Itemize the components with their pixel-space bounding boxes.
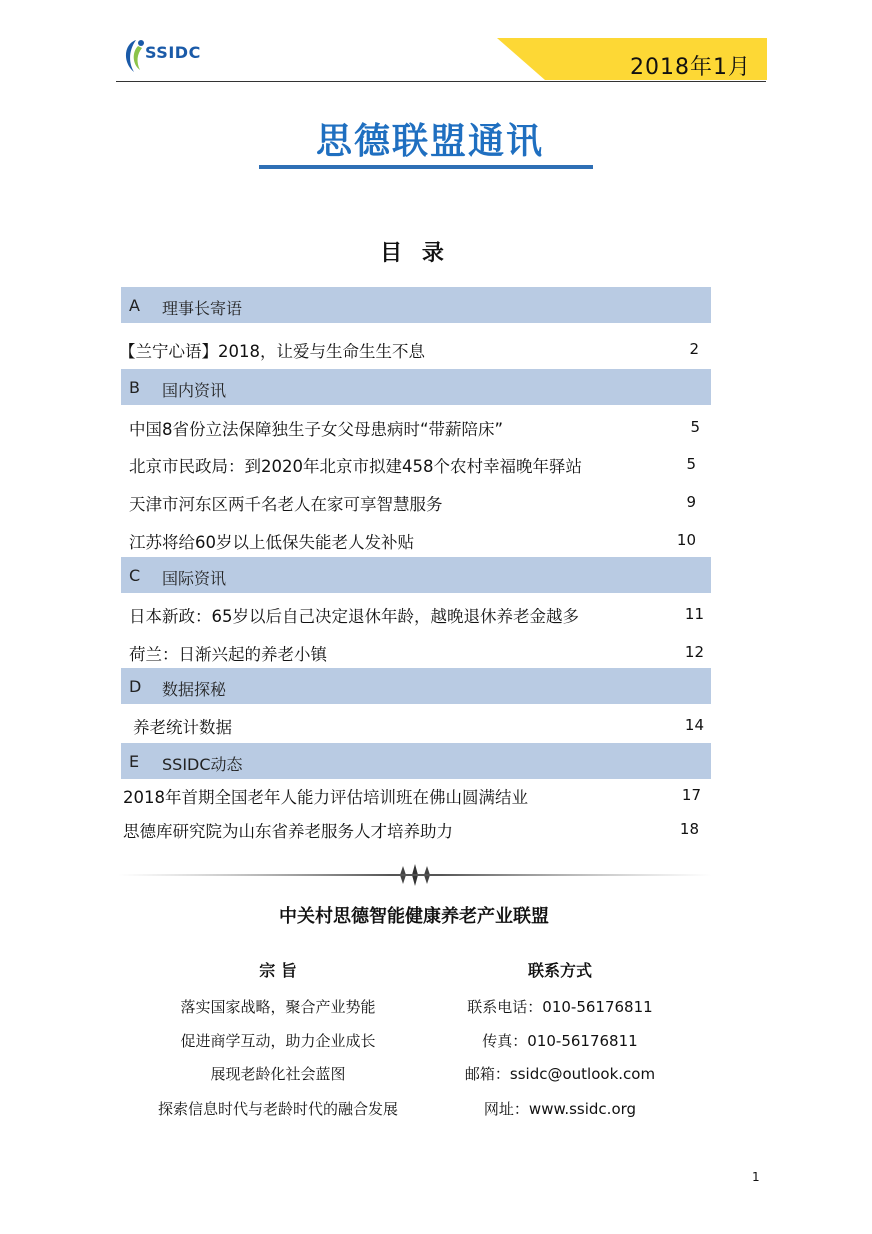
header-rule	[116, 81, 766, 82]
mission-line: 落实国家战略，聚合产业势能	[180, 998, 376, 1016]
toc-item[interactable]: 中国8省份立法保障独生子女父母患病时“带薪陪床”	[129, 420, 504, 439]
section-label: 数据探秘	[162, 680, 227, 699]
contact-heading: 联系方式	[527, 961, 592, 980]
toc-item[interactable]: 日本新政：65岁以后自己决定退休年龄，越晚退休养老金越多	[129, 607, 579, 626]
toc-item[interactable]: 天津市河东区两千名老人在家可享智慧服务	[129, 495, 443, 514]
mission-line: 促进商学互动，助力企业成长	[180, 1032, 376, 1050]
toc-item[interactable]: 荷兰：日渐兴起的养老小镇	[129, 645, 327, 664]
contact-phone: 联系电话：010-56176811	[467, 998, 653, 1016]
contact-email[interactable]: 邮箱：ssidc@outlook.com	[464, 1065, 656, 1083]
toc-page-number: 9	[686, 493, 696, 511]
organization-name: 中关村思德智能健康养老产业联盟	[279, 906, 549, 927]
toc-section-e	[121, 743, 711, 779]
section-letter: C	[129, 566, 141, 585]
section-letter: B	[129, 378, 140, 397]
issue-date: 2018年1月	[630, 55, 751, 80]
toc-section-b	[121, 369, 711, 405]
toc-section-d	[121, 668, 711, 704]
page-number: 1	[752, 1170, 760, 1184]
section-letter: D	[129, 677, 142, 696]
toc-item[interactable]: 【兰宁心语】2018，让爱与生命生生不息	[119, 342, 425, 361]
mission-heading: 宗 旨	[259, 961, 297, 980]
ornament-divider	[118, 862, 712, 888]
toc-page-number: 5	[690, 418, 700, 436]
newsletter-title: 思德联盟通讯	[315, 121, 544, 162]
section-label: 理事长寄语	[162, 299, 243, 318]
toc-page-number: 18	[679, 820, 699, 838]
toc-page-number: 12	[684, 643, 704, 661]
toc-page-number: 17	[681, 786, 701, 804]
section-label: 国际资讯	[162, 569, 227, 588]
contact-website[interactable]: 网址：www.ssidc.org	[483, 1100, 637, 1118]
title-underline	[259, 165, 593, 169]
section-label: SSIDC动态	[162, 755, 243, 774]
toc-item[interactable]: 江苏将给60岁以上低保失能老人发补贴	[129, 533, 414, 552]
toc-item[interactable]: 2018年首期全国老年人能力评估培训班在佛山圆满结业	[123, 788, 528, 807]
logo-text: SSIDC	[145, 43, 201, 62]
toc-item[interactable]: 思德库研究院为山东省养老服务人才培养助力	[123, 822, 453, 841]
toc-section-a	[121, 287, 711, 323]
mission-line: 展现老龄化社会蓝图	[210, 1065, 346, 1083]
toc-page-number: 5	[686, 455, 696, 473]
mission-line: 探索信息时代与老龄时代的融合发展	[157, 1100, 398, 1118]
toc-item[interactable]: 北京市民政局：到2020年北京市拟建458个农村幸福晚年驿站	[129, 457, 582, 476]
section-letter: E	[129, 752, 140, 771]
section-letter: A	[129, 296, 140, 315]
toc-page-number: 10	[676, 531, 696, 549]
section-label: 国内资讯	[162, 381, 227, 400]
toc-section-c	[121, 557, 711, 593]
toc-item[interactable]: 养老统计数据	[133, 718, 232, 737]
toc-heading: 目 录	[380, 241, 450, 266]
toc-page-number: 14	[684, 716, 704, 734]
toc-page-number: 2	[689, 340, 699, 358]
toc-page-number: 11	[684, 605, 704, 623]
contact-fax: 传真：010-56176811	[482, 1032, 638, 1050]
